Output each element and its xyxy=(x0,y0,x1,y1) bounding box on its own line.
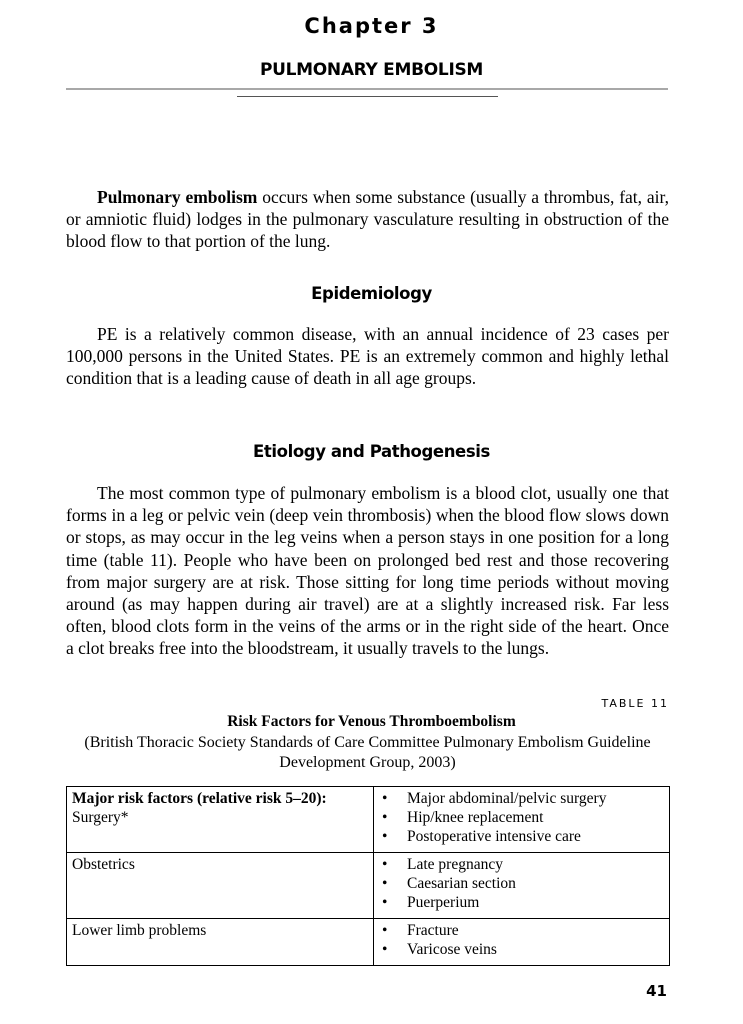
table-row xyxy=(67,853,670,919)
title-rule-thick xyxy=(66,88,668,90)
list-item: • Puerperium xyxy=(379,893,664,912)
bullet-list xyxy=(379,789,664,846)
intro-text: occurs when some substance (usually a thrombus, fat, air, or amniotic fluid) lodges in the pulmonary vasculature resulting in obstruction of the blood flow to that portion of the lung. xyxy=(66,187,669,252)
table-cell-items xyxy=(374,853,670,919)
table-row-header: Major risk factors (relative risk 5–20): xyxy=(72,790,327,807)
table-cell-category xyxy=(67,787,374,853)
page-number: 41 xyxy=(646,982,667,1000)
table-cell-category xyxy=(67,853,374,919)
bullet-list xyxy=(379,921,664,959)
etiology-text: The most common type of pulmonary embolism is a blood clot, usually one that forms in a leg or pelvic vein (deep vein thrombosis) when the blood flow slows down or stops, as may occur in the leg veins when a person stays in one position for a long time (table 11). People who have been on prolonged bed rest and those recovering from major surgery are at risk. Those sitting for long time periods without moving around (as may happen during air travel) are at a slightly increased risk. Far less often, blood clots form in the veins of the arms or in the right side of the heart. Once a clot breaks free into the bloodstream, it usually travels to the lungs. xyxy=(66,483,669,659)
bullet-list xyxy=(379,855,664,912)
epidemiology-text: PE is a relatively common disease, with an annual incidence of 23 cases per 100,000 persons in the United States. PE is an extremely common and highly lethal condition that is a leading cause of death in all age groups. xyxy=(66,324,669,389)
list-item: • Caesarian section xyxy=(379,874,664,893)
table-cell-category xyxy=(67,919,374,966)
risk-factors-table xyxy=(66,786,670,966)
table-row-label: Lower limb problems xyxy=(72,922,207,939)
list-item: • Varicose veins xyxy=(379,940,664,959)
table-subtitle: (British Thoracic Society Standards of Care Committee Pulmonary Embolism Guideline Development Group, 2003) xyxy=(84,734,651,771)
list-item: • Major abdominal/pelvic surgery xyxy=(379,789,664,808)
intro-term: Pulmonary embolism xyxy=(97,187,258,207)
list-item: • Hip/knee replacement xyxy=(379,808,664,827)
epidemiology-paragraph xyxy=(66,323,669,390)
table-title: Risk Factors for Venous Thromboembolism xyxy=(227,713,516,730)
table-cell-items xyxy=(374,787,670,853)
list-item: • Late pregnancy xyxy=(379,855,664,874)
list-item: • Postoperative intensive care xyxy=(379,827,664,846)
list-item: • Fracture xyxy=(379,921,664,940)
section-heading-epidemiology: Epidemiology xyxy=(311,284,432,303)
section-heading-etiology: Etiology and Pathogenesis xyxy=(253,442,490,461)
chapter-number: Chapter 3 xyxy=(304,14,439,38)
table-row xyxy=(67,919,670,966)
table-row-label: Surgery* xyxy=(72,809,129,826)
intro-paragraph xyxy=(66,186,669,253)
chapter-title: PULMONARY EMBOLISM xyxy=(259,60,484,80)
table-row xyxy=(67,787,670,853)
table-label: TABLE 11 xyxy=(601,697,669,710)
title-rule-thin xyxy=(237,96,498,97)
etiology-paragraph xyxy=(66,482,669,660)
table-cell-items xyxy=(374,919,670,966)
table-row-label: Obstetrics xyxy=(72,856,135,873)
